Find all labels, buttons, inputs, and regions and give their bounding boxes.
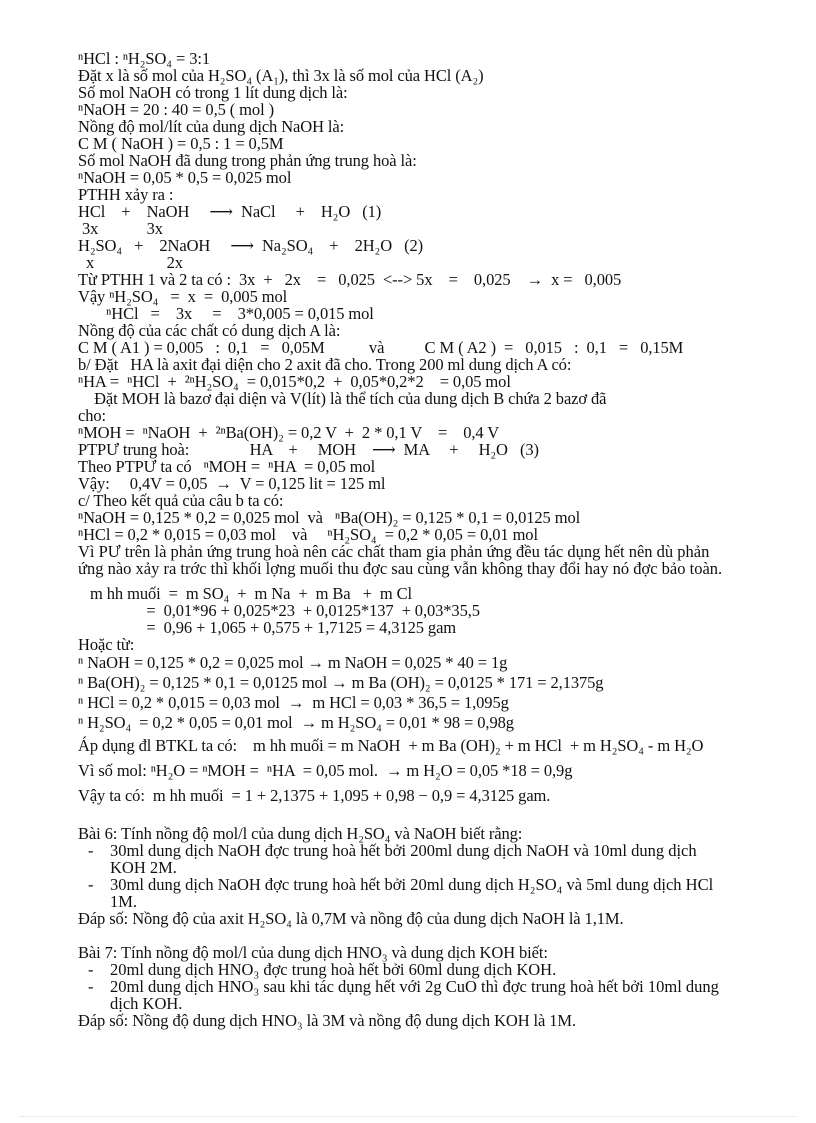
equation-line: PTPƯ trung hoà: HA + MOH ⟶ MA + H₂O (3) [78, 440, 539, 459]
text-line: ⁿHCl : ⁿH₂SO₄ = 3:1 [78, 49, 210, 68]
text-line: c/ Theo kết quả của câu b ta có: [78, 491, 284, 510]
mass-formula-line: = 0,01*96 + 0,025*23 + 0,0125*137 + 0,03*35,5 [90, 601, 480, 620]
text-line: Vậy ⁿH₂SO₄ = x = 0,005 mol [78, 287, 288, 306]
exercise-7 [78, 944, 728, 1029]
text-line: PTHH xảy ra : [78, 185, 174, 204]
list-item-text: 30ml dung dịch NaOH đợc trung hoà hết bởi 200ml dung dịch NaOH và 10ml dung dịch KOH 2M. [110, 841, 697, 877]
text-line: ⁿNaOH = 0,05 * 0,5 = 0,025 mol [78, 168, 292, 187]
answer-line: Đáp số: Nồng độ của axit H₂SO₄ là 0,7M và nồng độ của dung dịch NaOH là 1,1M. [78, 909, 624, 928]
text-line: Nồng độ của các chất có dung dịch A là: [78, 321, 341, 340]
text-line: Hoặc từ: [78, 635, 135, 654]
text-line: ⁿ H₂SO₄ = 0,2 * 0,05 = 0,01 mol → m H₂SO₄ = 0,01 * 98 = 0,98g [78, 713, 514, 732]
text-line: cho: [78, 406, 107, 425]
list-item: - 20ml dung dịch HNO₃ sau khi tác dụng hết với 2g CuO thì đợc trung hoà hết bởi 10ml dung dịch KOH. [78, 978, 728, 1012]
equation-line: HCl + NaOH ⟶ NaCl + H₂O (1) [78, 202, 382, 221]
text-line: b/ Đặt HA là axit đại diện cho 2 axit đã cho. Trong 200 ml dung dịch A có: [78, 355, 572, 374]
document-page [78, 50, 728, 1029]
list-item: - 30ml dung dịch NaOH đợc trung hoà hết bởi 20ml dung dịch H₂SO₄ và 5ml dung dịch HCl 1M. [78, 876, 728, 910]
text-line: Vì số mol: ⁿH₂O = ⁿMOH = ⁿHA = 0,05 mol. → m H₂O = 0,05 *18 = 0,9g [78, 761, 573, 780]
text-line: Nồng độ mol/lít của dung dịch NaOH là: [78, 117, 345, 136]
solution-block-c [78, 492, 728, 636]
text-line: 3x 3x [78, 219, 163, 238]
exercise-title: Bài 6: Tính nồng độ mol/l của dung dịch H₂SO₄ và NaOH biết rằng: [78, 824, 523, 843]
text-line: Vậy: 0,4V = 0,05 → V = 0,125 lit = 125 ml [78, 474, 386, 493]
text-line: ⁿHCl = 0,2 * 0,015 = 0,03 mol và ⁿH₂SO₄ = 0,2 * 0,05 = 0,01 mol [78, 525, 538, 544]
exercise-6 [78, 825, 728, 927]
text-line: ⁿ HCl = 0,2 * 0,015 = 0,03 mol → m HCl = 0,03 * 36,5 = 1,095g [78, 693, 509, 712]
solution-block-a [78, 50, 728, 356]
text-line: C M ( A1 ) = 0,005 : 0,1 = 0,05M và C M ( A2 ) = 0,015 : 0,1 = 0,15M [78, 338, 684, 357]
list-item: - 30ml dung dịch NaOH đợc trung hoà hết bởi 200ml dung dịch NaOH và 10ml dung dịch KOH 2M. [78, 842, 728, 876]
text-line: ⁿNaOH = 0,125 * 0,2 = 0,025 mol và ⁿBa(OH)₂ = 0,125 * 0,1 = 0,0125 mol [78, 508, 581, 527]
alternative-method [78, 636, 728, 808]
text-line: Theo PTPƯ ta có ⁿMOH = ⁿHA = 0,05 mol [78, 457, 376, 476]
text-line: x 2x [78, 253, 183, 272]
text-line: Từ PTHH 1 và 2 ta có : 3x + 2x = 0,025 <--> 5x = 0,025 → x = 0,005 [78, 270, 622, 289]
answer-line: Đáp số: Nồng độ dung dịch HNO₃ là 3M và nồng độ dung dịch KOH là 1M. [78, 1011, 577, 1030]
text-line: ⁿHCl = 3x = 3*0,005 = 0,015 mol [78, 304, 374, 323]
page-bottom-rule [20, 1116, 796, 1117]
text-line: Số mol NaOH có trong 1 lít dung dịch là: [78, 83, 348, 102]
text-line: Đặt MOH là bazơ đại diện và V(lít) là thể tích của dung dịch B chứa 2 bazơ đã [78, 389, 607, 408]
text-line: ⁿ Ba(OH)₂ = 0,125 * 0,1 = 0,0125 mol → m Ba (OH)₂ = 0,0125 * 171 = 2,1375g [78, 673, 604, 692]
solution-block-b [78, 356, 728, 492]
text-line: Vậy ta có: m hh muối = 1 + 2,1375 + 1,095 + 0,98 − 0,9 = 4,3125 gam. [78, 786, 551, 805]
text-line: Đặt x là số mol của H₂SO₄ (A₁), thì 3x là số mol của HCl (A₂) [78, 66, 484, 85]
text-line: C M ( NaOH ) = 0,5 : 1 = 0,5M [78, 134, 284, 153]
list-item-text: 20ml dung dịch HNO₃ sau khi tác dụng hết với 2g CuO thì đợc trung hoà hết bởi 10ml dung dịch KOH. [110, 977, 719, 1013]
list-item-text: 30ml dung dịch NaOH đợc trung hoà hết bởi 20ml dung dịch H₂SO₄ và 5ml dung dịch HCl 1M. [110, 875, 714, 911]
text-line: ⁿNaOH = 20 : 40 = 0,5 ( mol ) [78, 100, 274, 119]
text-line: Áp dụng đl BTKL ta có: m hh muối = m NaOH + m Ba (OH)₂ + m HCl + m H₂SO₄ - m H₂O [78, 736, 704, 755]
mass-formula-line: m hh muối = m SO₄ + m Na + m Ba + m Cl [90, 584, 412, 603]
list-item-text: 20ml dung dịch HNO₃ đợc trung hoà hết bởi 60ml dung dịch KOH. [110, 960, 557, 979]
exercise-title: Bài 7: Tính nồng độ mol/l của dung dịch HNO₃ và dung dịch KOH biết: [78, 943, 548, 962]
list-item: - 20ml dung dịch HNO₃ đợc trung hoà hết bởi 60ml dung dịch KOH. [78, 961, 728, 978]
text-line: ⁿHA = ⁿHCl + ²ⁿH₂SO₄ = 0,015*0,2 + 0,05*0,2*2 = 0,05 mol [78, 372, 511, 391]
mass-formula-line: = 0,96 + 1,065 + 0,575 + 1,7125 = 4,3125 gam [90, 618, 457, 637]
text-line: Số mol NaOH đã dung trong phản ứng trung hoà là: [78, 151, 417, 170]
text-line: ⁿMOH = ⁿNaOH + ²ⁿBa(OH)₂ = 0,2 V + 2 * 0,1 V = 0,4 V [78, 423, 500, 442]
equation-line: H₂SO₄ + 2NaOH ⟶ Na₂SO₄ + 2H₂O (2) [78, 236, 424, 255]
text-line: ⁿ NaOH = 0,125 * 0,2 = 0,025 mol → m NaOH = 0,025 * 40 = 1g [78, 653, 508, 672]
explanation-paragraph: Vì PƯ trên là phản ứng trung hoà nên các chất tham gia phản ứng đều tác dụng hết nên dù phản ứng nào xảy ra trớc thì khối lợng muối thu đợc sau cùng vẫn không thay đổi hay nó đợc bảo toàn. [78, 542, 723, 578]
